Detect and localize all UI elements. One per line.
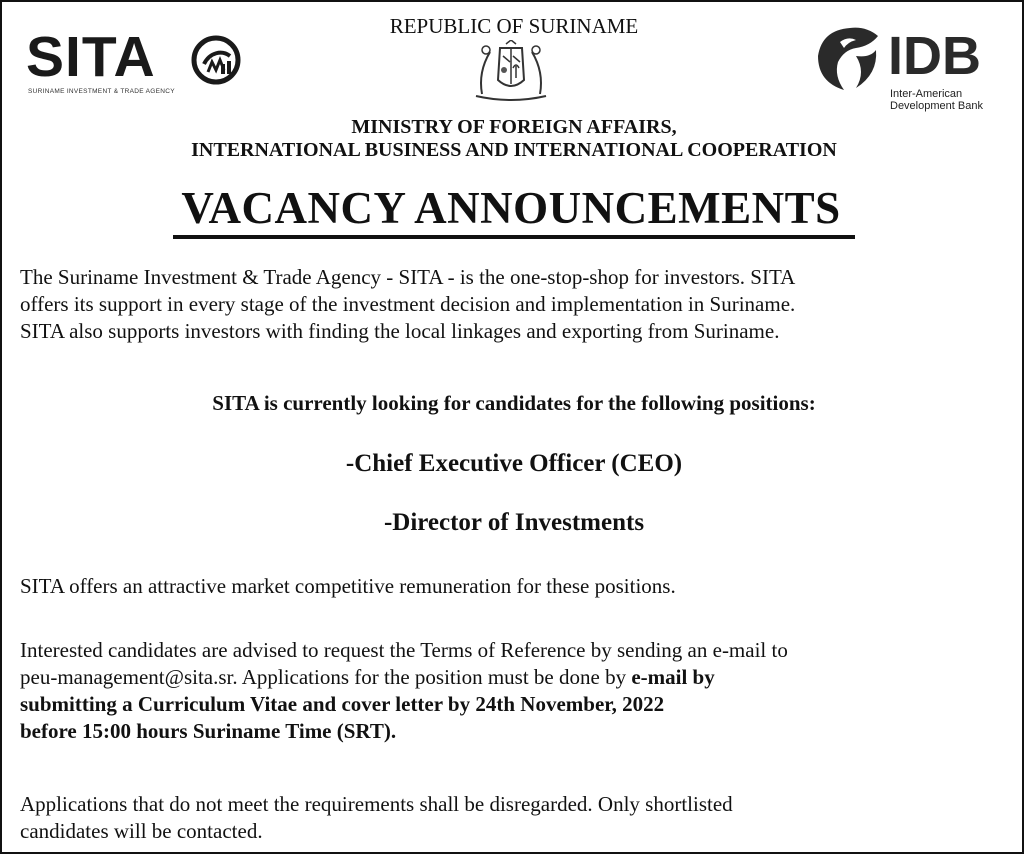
closing-line-2: candidates will be contacted.	[20, 819, 263, 843]
idb-subtitle-line2: Development Bank	[890, 100, 983, 112]
position-director-of-investments: -Director of Investments	[383, 509, 645, 536]
closing-paragraph	[20, 791, 1010, 845]
ministry-line-2: INTERNATIONAL BUSINESS AND INTERNATIONAL COOPERATION	[191, 139, 837, 161]
suriname-coat-of-arms-icon	[470, 40, 552, 102]
application-paragraph	[20, 637, 1010, 745]
application-time-text: before 15:00 hours Suriname Time (SRT).	[20, 719, 397, 743]
intro-paragraph	[20, 264, 1010, 345]
sita-logo	[26, 25, 256, 104]
idb-logo-wordmark: IDB	[888, 26, 981, 86]
idb-emblem-icon	[816, 26, 880, 92]
application-line-1: Interested candidates are advised to request the Terms of Reference by sending an e-mail to	[20, 638, 788, 662]
closing-line-1: Applications that do not meet the requirements shall be disregarded. Only shortlisted	[20, 792, 733, 816]
application-line-2-text: peu-management@sita.sr. Applications for the position must be done by	[20, 665, 632, 689]
sita-logo-tagline: SURINAME INVESTMENT & TRADE AGENCY	[28, 88, 175, 95]
idb-logo-subtitle	[890, 88, 983, 112]
application-line-2	[20, 664, 1010, 691]
republic-heading: REPUBLIC OF SURINAME	[389, 14, 639, 38]
intro-line-1: The Suriname Investment & Trade Agency - SITA - is the one-stop-shop for investors. SITA	[20, 265, 796, 289]
application-line-2-bold: e-mail by	[631, 665, 715, 689]
remuneration-paragraph: SITA offers an attractive market competitive remuneration for these positions.	[20, 574, 676, 598]
idb-subtitle-line1: Inter-American	[890, 88, 963, 100]
application-line-3	[20, 691, 1010, 718]
application-deadline-text: submitting a Curriculum Vitae and cover letter by 24th November, 2022	[20, 692, 665, 716]
title-container	[2, 182, 1024, 239]
sita-logo-wordmark: SITA	[26, 25, 156, 89]
intro-line-2: offers its support in every stage of the investment decision and implementation in Suriname.	[20, 292, 796, 316]
positions-intro: SITA is currently looking for candidates for the following positions:	[212, 391, 816, 415]
application-line-4	[20, 718, 1010, 745]
intro-line-3: SITA also supports investors with finding the local linkages and exporting from Suriname.	[20, 319, 780, 343]
ministry-heading	[2, 116, 1024, 162]
ministry-line-1: MINISTRY OF FOREIGN AFFAIRS,	[351, 116, 677, 138]
page-title: VACANCY ANNOUNCEMENTS	[173, 182, 854, 239]
sita-emblem-icon	[190, 34, 242, 86]
idb-logo	[816, 26, 1006, 122]
position-ceo: -Chief Executive Officer (CEO)	[345, 450, 683, 477]
